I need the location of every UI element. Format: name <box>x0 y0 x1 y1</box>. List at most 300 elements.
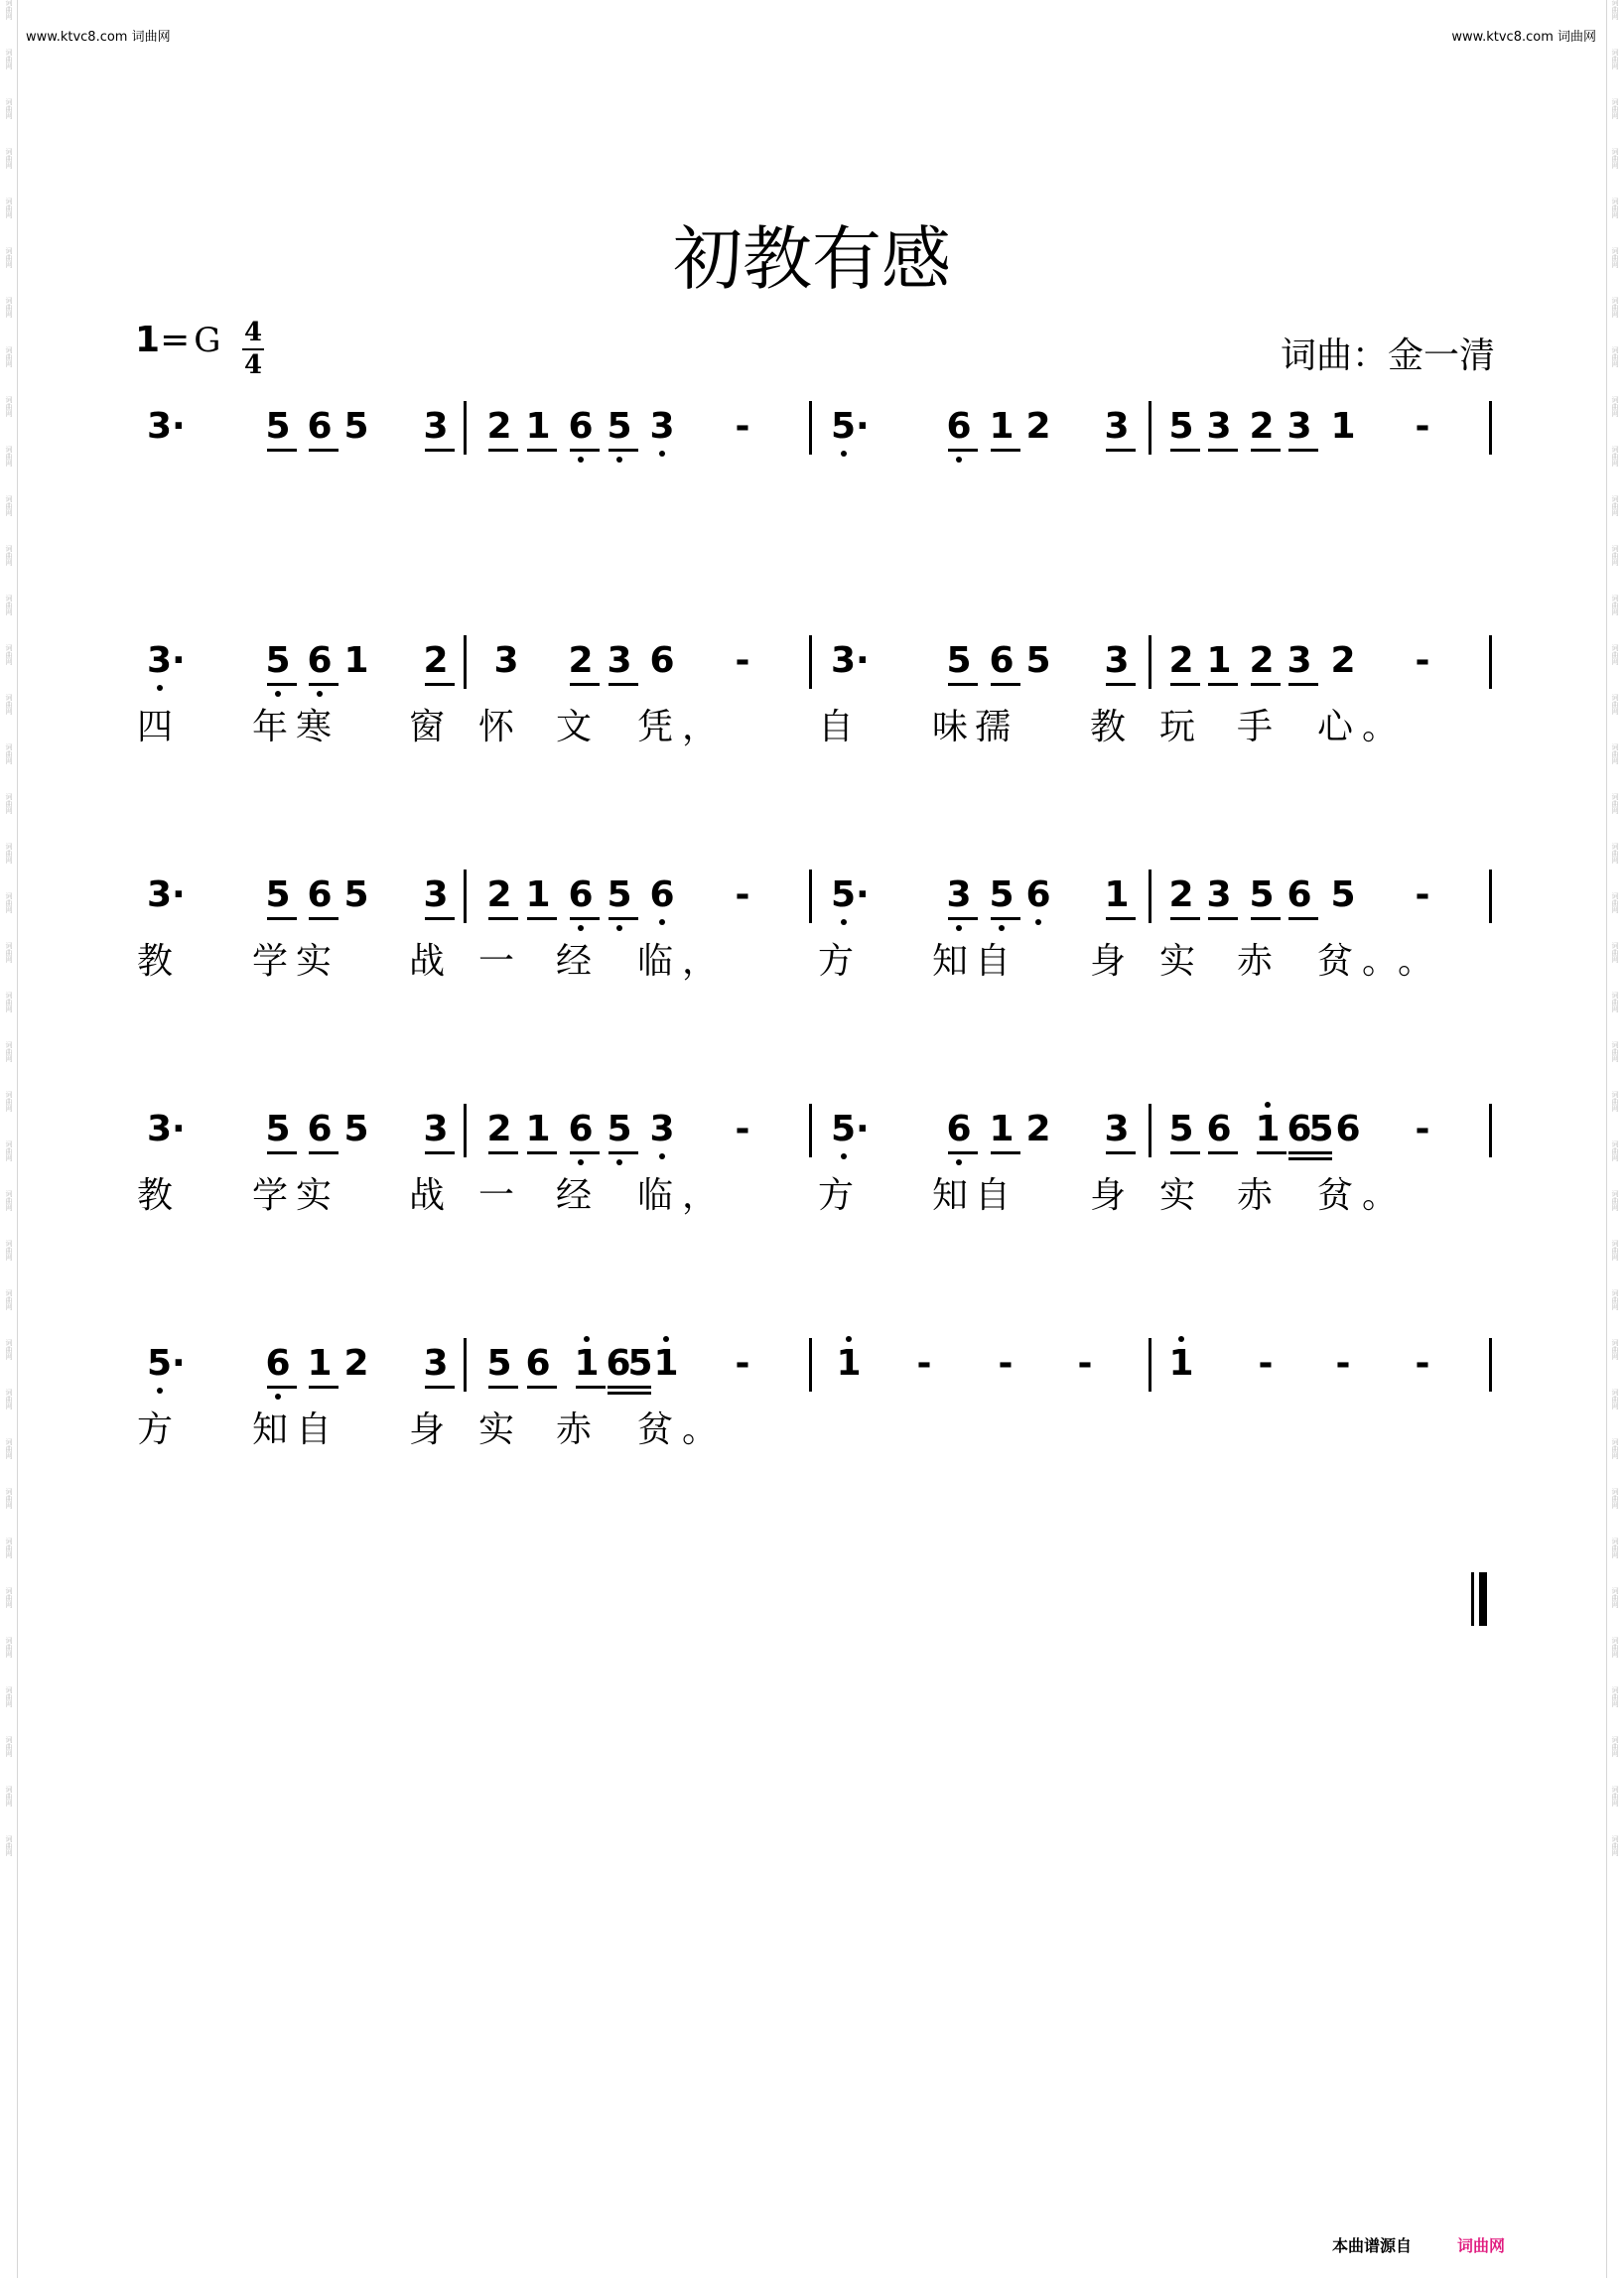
lyric-char: 经 <box>555 1175 592 1216</box>
lyric-char: 手 <box>1236 707 1273 747</box>
underline-eighth <box>991 1151 1020 1154</box>
side-watermark: 词 曲 网 <box>1611 1289 1619 1311</box>
note: 2 <box>423 640 449 681</box>
lyric-char: 自 <box>974 1175 1011 1216</box>
note: 3 <box>423 874 449 915</box>
underline-eighth <box>609 917 638 920</box>
note: 5 <box>343 406 369 447</box>
underline-eighth <box>1251 449 1281 452</box>
lyric-char: 贫 <box>636 1409 673 1450</box>
lyric-char: 寒 <box>295 707 332 747</box>
sustain-dash: - <box>1335 1343 1351 1384</box>
barline <box>464 1104 467 1157</box>
note: 6 <box>1286 874 1312 915</box>
side-watermark: 词 曲 网 <box>1611 1438 1619 1460</box>
lower-octave-dot <box>999 925 1005 931</box>
side-watermark: 词 曲 网 <box>1611 644 1619 666</box>
note: 6 <box>307 1109 333 1149</box>
score-row <box>0 405 1624 465</box>
barline <box>1489 401 1492 455</box>
note: 6 <box>307 640 333 681</box>
underline-eighth <box>1106 917 1136 920</box>
underline-eighth <box>488 1386 518 1389</box>
lyric-char: 教 <box>136 1175 173 1216</box>
note: 2 <box>1025 406 1051 447</box>
underline-eighth <box>1257 1151 1286 1154</box>
lower-octave-dot <box>841 919 847 925</box>
side-watermark: 词 曲 网 <box>5 148 13 170</box>
barline <box>1149 1338 1151 1392</box>
side-watermark: 词 曲 网 <box>1611 198 1619 219</box>
underline-eighth <box>629 1386 651 1389</box>
lyric-char: 战 <box>408 1175 445 1216</box>
lyric-char: 方 <box>817 941 854 982</box>
side-watermark: 词 曲 网 <box>1611 992 1619 1013</box>
key-tonic-number: 1 <box>135 320 161 360</box>
side-watermark: 词 曲 网 <box>5 1339 13 1361</box>
sustain-dash: - <box>735 1109 750 1149</box>
note: 3 <box>423 1343 449 1384</box>
side-watermark: 词 曲 网 <box>5 1736 13 1758</box>
side-watermark: 词 曲 网 <box>5 545 13 567</box>
side-watermark: 词 曲 网 <box>1611 1140 1619 1162</box>
time-sig-bottom: 4 <box>243 350 263 380</box>
note: 1 <box>1255 1109 1281 1149</box>
note: 3 <box>423 406 449 447</box>
note: 3 <box>423 1109 449 1149</box>
note: 6 <box>606 1343 631 1384</box>
underline-eighth <box>425 449 455 452</box>
underline-eighth <box>1208 449 1238 452</box>
underline-eighth <box>1170 449 1200 452</box>
note: 5 <box>607 1109 632 1149</box>
note: 5· <box>147 1343 186 1384</box>
note: 1 <box>525 406 551 447</box>
side-watermark: 词 曲 网 <box>5 1140 13 1162</box>
barline <box>464 1338 467 1392</box>
note: 5 <box>607 874 632 915</box>
underline-eighth <box>527 1386 557 1389</box>
lyric-char: 教 <box>1089 707 1126 747</box>
barline <box>1489 870 1492 923</box>
lyric-char: 自 <box>974 941 1011 982</box>
underline-eighth <box>267 683 297 686</box>
side-watermark: 词 曲 网 <box>5 1438 13 1460</box>
side-watermark: 词 曲 网 <box>5 595 13 616</box>
underline-eighth <box>267 1386 297 1389</box>
underline-sixteenth <box>608 1392 629 1395</box>
lyric-char: 知 <box>931 1175 968 1216</box>
side-watermark: 词 曲 网 <box>5 743 13 765</box>
underline-eighth <box>309 449 338 452</box>
sustain-dash: - <box>1258 1343 1274 1384</box>
side-watermark: 词 曲 网 <box>1611 1339 1619 1361</box>
underline-eighth <box>488 917 518 920</box>
side-watermark: 词 曲 网 <box>1611 446 1619 468</box>
lyric-char: 味 <box>931 707 968 747</box>
lyric-char: 赤 <box>1236 1175 1273 1216</box>
note: 6 <box>1206 1109 1232 1149</box>
lyric-char: 实 <box>1158 1175 1195 1216</box>
note: 1 <box>653 1343 679 1384</box>
note: 5 <box>946 640 972 681</box>
underline-eighth <box>1170 1151 1200 1154</box>
lyric-char: 学 <box>251 1175 288 1216</box>
side-watermark: 词 曲 网 <box>1611 1587 1619 1609</box>
sustain-dash: - <box>735 874 750 915</box>
note: 6 <box>568 874 594 915</box>
side-watermark: 词 曲 网 <box>5 1538 13 1559</box>
side-watermark: 词 曲 网 <box>1611 1041 1619 1063</box>
lyric-char: 赤 <box>1236 941 1273 982</box>
note: 3 <box>1206 406 1232 447</box>
side-watermark: 词 曲 网 <box>1611 1240 1619 1262</box>
side-watermark: 词 曲 网 <box>5 644 13 666</box>
lyric-char: 。 <box>1397 941 1433 982</box>
underline-eighth <box>267 449 297 452</box>
note: 6 <box>946 1109 972 1149</box>
note: 1 <box>989 1109 1015 1149</box>
lyric-char: 年 <box>251 707 288 747</box>
note: 6 <box>649 640 675 681</box>
site-url-right[interactable]: www.ktvc8.com 词曲网 <box>1451 30 1596 45</box>
side-watermark: 词 曲 网 <box>1611 1488 1619 1510</box>
footer-brand[interactable]: 词曲网 <box>1456 2236 1505 2255</box>
site-url-left[interactable]: www.ktvc8.com 词曲网 <box>26 30 171 45</box>
note: 6 <box>307 874 333 915</box>
lyric-char: ， <box>681 941 718 982</box>
sustain-dash: - <box>916 1343 932 1384</box>
note: 1 <box>343 640 369 681</box>
lyric-char: ， <box>681 707 718 747</box>
lyric-char: 临 <box>636 941 673 982</box>
side-watermark: 词 曲 网 <box>5 495 13 517</box>
sustain-dash: - <box>1415 406 1430 447</box>
underline-eighth <box>425 683 455 686</box>
lower-octave-dot <box>157 1388 163 1394</box>
underline-eighth <box>1106 449 1136 452</box>
side-watermark: 词 曲 网 <box>1611 892 1619 914</box>
upper-octave-dot <box>846 1336 852 1342</box>
note: 5 <box>1168 406 1194 447</box>
side-watermark: 词 曲 网 <box>5 694 13 716</box>
lyric-char: 一 <box>477 941 514 982</box>
lyric-char: 实 <box>1158 941 1195 982</box>
key-signature <box>135 320 220 360</box>
note: 6 <box>568 406 594 447</box>
note: 5 <box>989 874 1015 915</box>
underline-eighth <box>425 917 455 920</box>
lyric-char: 心 <box>1316 707 1353 747</box>
underline-eighth <box>527 449 557 452</box>
note: 1 <box>1330 406 1356 447</box>
sustain-dash: - <box>1415 640 1430 681</box>
underline-sixteenth <box>629 1392 651 1395</box>
lower-octave-dot <box>659 919 665 925</box>
note: 1 <box>1206 640 1232 681</box>
underline-sixteenth <box>1288 1157 1310 1160</box>
underline-eighth <box>425 1151 455 1154</box>
lyric-char: 自 <box>817 707 854 747</box>
underline-eighth <box>309 1386 338 1389</box>
underline-eighth <box>1288 683 1318 686</box>
lyric-char: 方 <box>136 1409 173 1450</box>
side-watermark: 词 曲 网 <box>5 1091 13 1113</box>
note: 6 <box>1025 874 1051 915</box>
underline-eighth <box>608 1386 629 1389</box>
side-watermark: 词 曲 网 <box>5 1240 13 1262</box>
note: 1 <box>989 406 1015 447</box>
side-watermark: 词 曲 网 <box>1611 1835 1619 1857</box>
underline-eighth <box>425 1386 455 1389</box>
note: 6 <box>568 1109 594 1149</box>
side-watermark: 词 曲 网 <box>1611 1389 1619 1410</box>
side-watermark: 词 曲 网 <box>5 1835 13 1857</box>
lower-octave-dot <box>578 925 584 931</box>
side-watermark: 词 曲 网 <box>1611 247 1619 269</box>
note: 5 <box>265 640 291 681</box>
side-watermark: 词 曲 网 <box>5 297 13 319</box>
note: 6 <box>307 406 333 447</box>
underline-eighth <box>948 449 978 452</box>
lyric-char: 窗 <box>408 707 445 747</box>
barline <box>809 635 812 689</box>
note: 2 <box>1249 640 1275 681</box>
lower-octave-dot <box>616 457 622 463</box>
key-equals: = <box>160 320 191 360</box>
note: 3 <box>1206 874 1232 915</box>
lower-octave-dot <box>275 691 281 697</box>
lower-octave-dot <box>956 1159 962 1165</box>
sustain-dash: - <box>735 640 750 681</box>
side-watermark: 词 曲 网 <box>1611 98 1619 120</box>
upper-octave-dot <box>1178 1336 1184 1342</box>
side-watermark: 词 曲 网 <box>1611 843 1619 865</box>
side-watermark: 词 曲 网 <box>5 1488 13 1510</box>
time-sig-top: 4 <box>243 318 263 347</box>
lyric-char: 实 <box>295 941 332 982</box>
lyric-char: 知 <box>251 1409 288 1450</box>
side-watermark: 词 曲 网 <box>5 0 13 21</box>
side-watermark: 词 曲 网 <box>5 98 13 120</box>
side-watermark: 词 曲 网 <box>5 396 13 418</box>
side-watermark: 词 曲 网 <box>5 892 13 914</box>
underline-eighth <box>609 683 638 686</box>
final-barline-thin <box>1471 1572 1474 1626</box>
side-watermark: 词 曲 网 <box>5 1637 13 1659</box>
barline <box>809 1338 812 1392</box>
barline <box>1149 401 1151 455</box>
side-watermark: 词 曲 网 <box>5 843 13 865</box>
note: 3 <box>607 640 632 681</box>
note: 1 <box>525 1109 551 1149</box>
underline-eighth <box>948 917 978 920</box>
side-watermark: 词 曲 网 <box>5 1190 13 1212</box>
underline-eighth <box>609 1151 638 1154</box>
side-watermark: 词 曲 网 <box>1611 1736 1619 1758</box>
upper-octave-dot <box>1265 1102 1271 1108</box>
note: 6 <box>649 874 675 915</box>
lower-octave-dot <box>578 1159 584 1165</box>
underline-eighth <box>570 1151 600 1154</box>
barline <box>464 870 467 923</box>
side-watermark: 词 曲 网 <box>1611 396 1619 418</box>
lyric-char: 学 <box>251 941 288 982</box>
side-watermark: 词 曲 网 <box>5 446 13 468</box>
time-signature <box>242 320 264 379</box>
underline-eighth <box>309 683 338 686</box>
underline-eighth <box>1208 1151 1238 1154</box>
lower-octave-dot <box>578 457 584 463</box>
note: 1 <box>836 1343 862 1384</box>
underline-eighth <box>609 449 638 452</box>
barline <box>809 1104 812 1157</box>
note: 6 <box>265 1343 291 1384</box>
lower-octave-dot <box>841 451 847 457</box>
side-watermark: 词 曲 网 <box>5 1389 13 1410</box>
note: 5 <box>1168 1109 1194 1149</box>
sustain-dash: - <box>1415 1109 1430 1149</box>
sustain-dash: - <box>735 406 750 447</box>
lyric-char: 经 <box>555 941 592 982</box>
side-watermark: 词 曲 网 <box>5 1587 13 1609</box>
underline-eighth <box>570 449 600 452</box>
note: 1 <box>1168 1343 1194 1384</box>
note: 2 <box>1025 1109 1051 1149</box>
note: 3 <box>1104 640 1130 681</box>
barline <box>464 635 467 689</box>
underline-eighth <box>309 917 338 920</box>
side-watermark: 词 曲 网 <box>1611 793 1619 815</box>
side-watermark: 词 曲 网 <box>1611 1637 1619 1659</box>
note: 3 <box>493 640 519 681</box>
note: 3 <box>649 406 675 447</box>
lyric-char: 四 <box>136 707 173 747</box>
barline <box>1489 1338 1492 1392</box>
note: 5 <box>1308 1109 1334 1149</box>
note: 5· <box>831 874 870 915</box>
underline-eighth <box>1288 449 1318 452</box>
note: 5 <box>343 1109 369 1149</box>
note: 3 <box>1286 640 1312 681</box>
note: 2 <box>1168 640 1194 681</box>
note: 1 <box>574 1343 600 1384</box>
sustain-dash: - <box>1077 1343 1093 1384</box>
underline-eighth <box>948 683 978 686</box>
footer-source: 本曲谱源自 <box>1331 2236 1412 2255</box>
note: 5 <box>627 1343 653 1384</box>
side-watermark: 词 曲 网 <box>5 992 13 1013</box>
note: 1 <box>1104 874 1130 915</box>
note: 3· <box>147 640 186 681</box>
note: 2 <box>486 874 512 915</box>
lyric-char: 孺 <box>974 707 1011 747</box>
side-watermark: 词 曲 网 <box>1611 743 1619 765</box>
note: 3 <box>1286 406 1312 447</box>
underline-eighth <box>948 1151 978 1154</box>
underline-eighth <box>570 683 600 686</box>
lower-octave-dot <box>841 1153 847 1159</box>
side-watermark: 词 曲 网 <box>5 49 13 70</box>
note: 5 <box>486 1343 512 1384</box>
note: 2 <box>568 640 594 681</box>
side-watermark: 词 曲 网 <box>1611 297 1619 319</box>
underline-eighth <box>267 917 297 920</box>
lyric-char: 贫 <box>1316 1175 1353 1216</box>
note: 6 <box>1286 1109 1312 1149</box>
note: 3 <box>1104 1109 1130 1149</box>
underline-sixteenth <box>1310 1157 1332 1160</box>
note: 5· <box>831 406 870 447</box>
lower-octave-dot <box>275 1394 281 1400</box>
note: 3· <box>831 640 870 681</box>
side-watermark: 词 曲 网 <box>5 793 13 815</box>
side-watermark: 词 曲 网 <box>5 942 13 964</box>
note: 5 <box>1330 874 1356 915</box>
composer-credit: 词曲：金一清 <box>1280 335 1495 376</box>
side-watermark: 词 曲 网 <box>1611 0 1619 21</box>
underline-eighth <box>1251 917 1281 920</box>
side-watermark: 词 曲 网 <box>1611 942 1619 964</box>
side-watermark: 词 曲 网 <box>5 346 13 368</box>
lower-octave-dot <box>956 925 962 931</box>
underline-eighth <box>488 449 518 452</box>
note: 5· <box>831 1109 870 1149</box>
lyric-char: 一 <box>477 1175 514 1216</box>
note: 2 <box>343 1343 369 1384</box>
lyric-char: 教 <box>136 941 173 982</box>
lyric-char: 。 <box>1361 707 1398 747</box>
barline <box>1489 1104 1492 1157</box>
note: 3 <box>649 1109 675 1149</box>
side-watermark: 词 曲 网 <box>1611 1091 1619 1113</box>
side-watermark: 词 曲 网 <box>1611 346 1619 368</box>
note: 1 <box>525 874 551 915</box>
side-watermark: 词 曲 网 <box>1611 1686 1619 1708</box>
note: 6 <box>989 640 1015 681</box>
lyric-char: 身 <box>1089 941 1126 982</box>
footer-credit <box>1332 2233 1505 2256</box>
note: 6 <box>946 406 972 447</box>
note: 5 <box>265 1109 291 1149</box>
lower-octave-dot <box>659 1153 665 1159</box>
lyric-char: 。 <box>1361 941 1398 982</box>
lyric-char: 身 <box>408 1409 445 1450</box>
side-watermark: 词 曲 网 <box>1611 1538 1619 1559</box>
note: 2 <box>1249 406 1275 447</box>
sustain-dash: - <box>1415 1343 1430 1384</box>
barline <box>1149 635 1151 689</box>
lyric-char: 身 <box>1089 1175 1126 1216</box>
lyric-char: 。 <box>681 1409 718 1450</box>
side-watermark: 词 曲 网 <box>1611 495 1619 517</box>
underline-eighth <box>1106 1151 1136 1154</box>
upper-octave-dot <box>663 1336 669 1342</box>
sustain-dash: - <box>735 1343 750 1384</box>
side-watermark: 词 曲 网 <box>1611 694 1619 716</box>
lyric-char: 。 <box>1361 1175 1398 1216</box>
side-watermark: 词 曲 网 <box>5 247 13 269</box>
final-barline-thick <box>1479 1572 1487 1626</box>
lyric-char: 实 <box>477 1409 514 1450</box>
underline-eighth <box>527 1151 557 1154</box>
lyric-char: 玩 <box>1158 707 1195 747</box>
side-watermark: 词 曲 网 <box>5 198 13 219</box>
note: 5 <box>607 406 632 447</box>
note: 6 <box>1335 1109 1361 1149</box>
lyric-char: ， <box>681 1175 718 1216</box>
note: 1 <box>307 1343 333 1384</box>
